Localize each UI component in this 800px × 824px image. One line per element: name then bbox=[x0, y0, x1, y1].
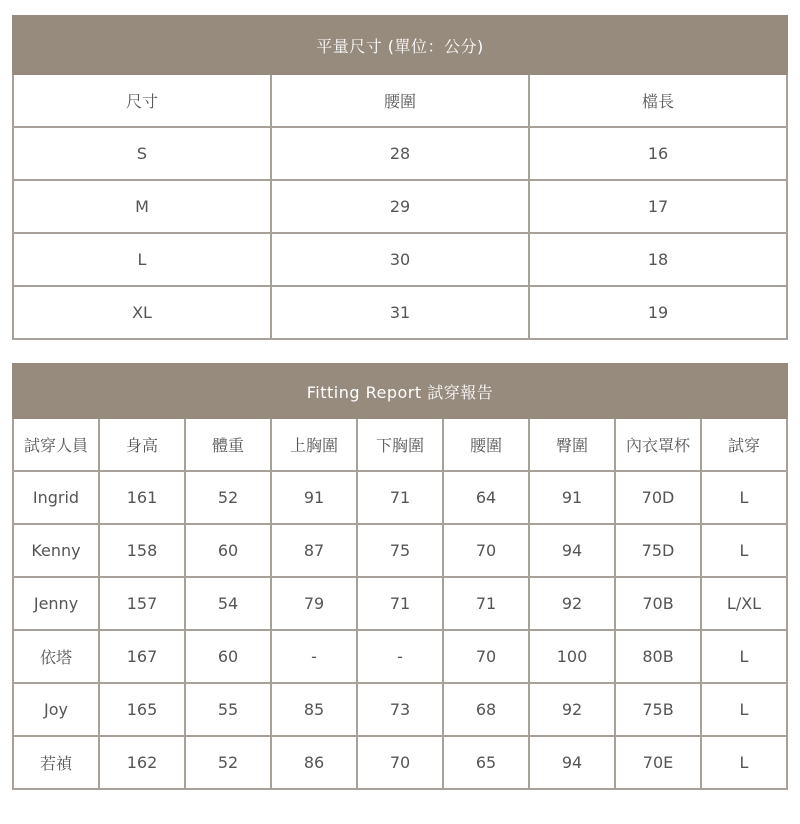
column-header: 臀圍 bbox=[529, 418, 615, 471]
table-cell: 75 bbox=[357, 524, 443, 577]
table-row bbox=[13, 630, 787, 683]
table-cell: 64 bbox=[443, 471, 529, 524]
table-cell: 75D bbox=[615, 524, 701, 577]
table-cell: 依塔 bbox=[13, 630, 99, 683]
size-chart-header-row bbox=[13, 74, 787, 127]
table-cell: 60 bbox=[185, 524, 271, 577]
table-cell: 167 bbox=[99, 630, 185, 683]
table-cell: L/XL bbox=[701, 577, 787, 630]
table-cell: 54 bbox=[185, 577, 271, 630]
column-header: 內衣罩杯 bbox=[615, 418, 701, 471]
table-cell: 75B bbox=[615, 683, 701, 736]
table-cell: S bbox=[13, 127, 271, 180]
table-cell: 79 bbox=[271, 577, 357, 630]
table-cell: 71 bbox=[443, 577, 529, 630]
table-cell: L bbox=[701, 524, 787, 577]
table-cell: - bbox=[357, 630, 443, 683]
table-cell: 100 bbox=[529, 630, 615, 683]
table-cell: 65 bbox=[443, 736, 529, 789]
table-cell: 157 bbox=[99, 577, 185, 630]
table-cell: 55 bbox=[185, 683, 271, 736]
table-cell: 若禎 bbox=[13, 736, 99, 789]
table-cell: 70D bbox=[615, 471, 701, 524]
table-cell: Jenny bbox=[13, 577, 99, 630]
table-cell: Ingrid bbox=[13, 471, 99, 524]
table-cell: 73 bbox=[357, 683, 443, 736]
table-cell: L bbox=[13, 233, 271, 286]
table-row bbox=[13, 683, 787, 736]
table-cell: 18 bbox=[529, 233, 787, 286]
column-header: 體重 bbox=[185, 418, 271, 471]
table-cell: 162 bbox=[99, 736, 185, 789]
table-row bbox=[13, 736, 787, 789]
column-header: 腰圍 bbox=[271, 74, 529, 127]
table-cell: 71 bbox=[357, 471, 443, 524]
table-cell: - bbox=[271, 630, 357, 683]
table-cell: 68 bbox=[443, 683, 529, 736]
table-cell: 161 bbox=[99, 471, 185, 524]
table-cell: 70 bbox=[443, 630, 529, 683]
table-cell: 91 bbox=[271, 471, 357, 524]
table-row bbox=[13, 286, 787, 339]
table-cell: 158 bbox=[99, 524, 185, 577]
column-header: 腰圍 bbox=[443, 418, 529, 471]
fitting-report-table bbox=[12, 363, 788, 790]
column-header: 試穿 bbox=[701, 418, 787, 471]
column-header: 檔長 bbox=[529, 74, 787, 127]
table-cell: 165 bbox=[99, 683, 185, 736]
table-cell: 86 bbox=[271, 736, 357, 789]
table-cell: 70B bbox=[615, 577, 701, 630]
table-cell: 31 bbox=[271, 286, 529, 339]
table-cell: 85 bbox=[271, 683, 357, 736]
column-header: 上胸圍 bbox=[271, 418, 357, 471]
column-header: 尺寸 bbox=[13, 74, 271, 127]
table-cell: 94 bbox=[529, 736, 615, 789]
table-cell: 91 bbox=[529, 471, 615, 524]
column-header: 身高 bbox=[99, 418, 185, 471]
table-row bbox=[13, 577, 787, 630]
table-row bbox=[13, 127, 787, 180]
table-cell: 70 bbox=[357, 736, 443, 789]
table-row bbox=[13, 233, 787, 286]
table-cell: 52 bbox=[185, 471, 271, 524]
column-header: 試穿人員 bbox=[13, 418, 99, 471]
table-row bbox=[13, 180, 787, 233]
table-cell: 80B bbox=[615, 630, 701, 683]
table-cell: L bbox=[701, 736, 787, 789]
size-chart-table bbox=[12, 15, 788, 340]
fitting-report-header-row bbox=[13, 418, 787, 471]
column-header: 下胸圍 bbox=[357, 418, 443, 471]
table-cell: 70 bbox=[443, 524, 529, 577]
table-cell: 60 bbox=[185, 630, 271, 683]
table-cell: L bbox=[701, 630, 787, 683]
table-cell: 17 bbox=[529, 180, 787, 233]
fitting-report-title: Fitting Report 試穿報告 bbox=[13, 364, 787, 418]
table-row bbox=[13, 524, 787, 577]
table-row bbox=[13, 471, 787, 524]
table-cell: 94 bbox=[529, 524, 615, 577]
table-cell: L bbox=[701, 683, 787, 736]
table-cell: Kenny bbox=[13, 524, 99, 577]
table-cell: 30 bbox=[271, 233, 529, 286]
table-cell: M bbox=[13, 180, 271, 233]
table-cell: Joy bbox=[13, 683, 99, 736]
size-chart-title: 平量尺寸 (單位：公分) bbox=[13, 16, 787, 74]
table-cell: 92 bbox=[529, 683, 615, 736]
table-cell: 87 bbox=[271, 524, 357, 577]
table-cell: 28 bbox=[271, 127, 529, 180]
table-cell: 29 bbox=[271, 180, 529, 233]
table-cell: 92 bbox=[529, 577, 615, 630]
table-cell: 70E bbox=[615, 736, 701, 789]
table-cell: 16 bbox=[529, 127, 787, 180]
table-cell: 52 bbox=[185, 736, 271, 789]
table-cell: 71 bbox=[357, 577, 443, 630]
table-cell: L bbox=[701, 471, 787, 524]
table-cell: XL bbox=[13, 286, 271, 339]
table-cell: 19 bbox=[529, 286, 787, 339]
